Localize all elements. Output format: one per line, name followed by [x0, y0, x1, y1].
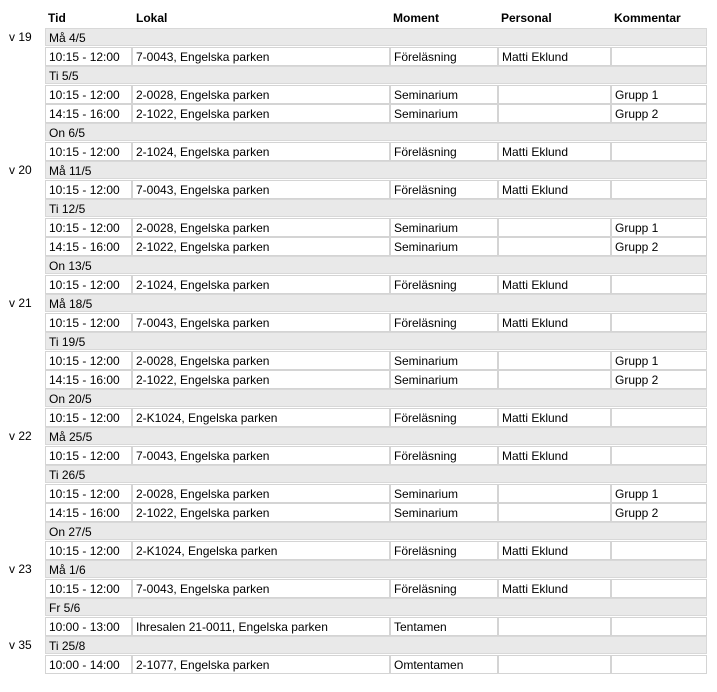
moment-cell: Tentamen — [390, 617, 498, 636]
day-label: On 6/5 — [49, 126, 86, 140]
day-label: On 20/5 — [49, 392, 92, 406]
event-row — [0, 142, 717, 161]
day-label: Fr 5/6 — [49, 601, 81, 615]
time-cell: 10:15 - 12:00 — [45, 541, 132, 560]
time-cell: 10:00 - 13:00 — [45, 617, 132, 636]
event-row — [0, 180, 717, 199]
moment-cell: Seminarium — [390, 503, 498, 522]
comment-cell: Grupp 1 — [611, 85, 707, 104]
moment-cell: Seminarium — [390, 370, 498, 389]
location-cell: 2-K1024, Engelska parken — [132, 408, 390, 427]
staff-cell — [498, 617, 611, 636]
event-row — [0, 370, 717, 389]
comment-cell: Grupp 1 — [611, 351, 707, 370]
moment-cell: Föreläsning — [390, 313, 498, 332]
day-label: Må 25/5 — [49, 430, 93, 444]
comment-cell: Grupp 2 — [611, 237, 707, 256]
header-tid: Tid — [48, 11, 66, 25]
staff-cell — [498, 104, 611, 123]
event-cells — [45, 503, 707, 522]
staff-cell — [498, 237, 611, 256]
location-cell: Ihresalen 21-0011, Engelska parken — [132, 617, 390, 636]
event-row — [0, 218, 717, 237]
time-cell: 10:15 - 12:00 — [45, 47, 132, 66]
event-cells — [45, 446, 707, 465]
day-row — [0, 389, 717, 408]
day-label: On 27/5 — [49, 525, 92, 539]
day-header — [45, 28, 707, 46]
day-row — [0, 465, 717, 484]
time-cell: 14:15 - 16:00 — [45, 104, 132, 123]
location-cell: 7-0043, Engelska parken — [132, 180, 390, 199]
location-cell: 7-0043, Engelska parken — [132, 579, 390, 598]
time-cell: 10:15 - 12:00 — [45, 579, 132, 598]
time-cell: 14:15 - 16:00 — [45, 503, 132, 522]
day-header — [45, 256, 707, 274]
staff-cell: Matti Eklund — [498, 579, 611, 598]
day-header — [45, 294, 707, 312]
day-header — [45, 66, 707, 84]
day-label: Må 4/5 — [49, 31, 86, 45]
location-cell: 2-1024, Engelska parken — [132, 142, 390, 161]
week-label: v 21 — [9, 296, 32, 310]
week-label: v 35 — [9, 638, 32, 652]
comment-cell — [611, 142, 707, 161]
comment-cell — [611, 408, 707, 427]
moment-cell: Föreläsning — [390, 142, 498, 161]
event-row — [0, 541, 717, 560]
day-header — [45, 199, 707, 217]
event-cells — [45, 579, 707, 598]
location-cell: 2-0028, Engelska parken — [132, 484, 390, 503]
day-header — [45, 560, 707, 578]
event-row — [0, 47, 717, 66]
day-row — [0, 598, 717, 617]
event-cells — [45, 85, 707, 104]
day-row — [0, 123, 717, 142]
event-row — [0, 655, 717, 674]
day-label: Ti 26/5 — [49, 468, 86, 482]
time-cell: 10:00 - 14:00 — [45, 655, 132, 674]
comment-cell — [611, 655, 707, 674]
day-label: On 13/5 — [49, 259, 92, 273]
staff-cell — [498, 218, 611, 237]
event-row — [0, 313, 717, 332]
week-label: v 22 — [9, 429, 32, 443]
header-moment: Moment — [393, 11, 439, 25]
day-label: Må 11/5 — [49, 164, 92, 178]
day-label: Ti 19/5 — [49, 335, 86, 349]
time-cell: 10:15 - 12:00 — [45, 313, 132, 332]
time-cell: 10:15 - 12:00 — [45, 408, 132, 427]
event-cells — [45, 370, 707, 389]
staff-cell: Matti Eklund — [498, 275, 611, 294]
moment-cell: Seminarium — [390, 104, 498, 123]
event-cells — [45, 541, 707, 560]
staff-cell — [498, 85, 611, 104]
event-cells — [45, 237, 707, 256]
location-cell: 2-0028, Engelska parken — [132, 351, 390, 370]
header-personal: Personal — [501, 11, 552, 25]
day-header — [45, 465, 707, 483]
day-label: Ti 25/8 — [49, 639, 86, 653]
day-header — [45, 522, 707, 540]
header-lokal: Lokal — [136, 11, 168, 25]
staff-cell: Matti Eklund — [498, 446, 611, 465]
staff-cell: Matti Eklund — [498, 142, 611, 161]
day-row — [0, 199, 717, 218]
comment-cell — [611, 275, 707, 294]
location-cell: 2-1022, Engelska parken — [132, 370, 390, 389]
event-row — [0, 446, 717, 465]
comment-cell — [611, 579, 707, 598]
time-cell: 10:15 - 12:00 — [45, 275, 132, 294]
event-row — [0, 408, 717, 427]
comment-cell: Grupp 2 — [611, 370, 707, 389]
day-row — [0, 294, 717, 313]
comment-cell — [611, 313, 707, 332]
moment-cell: Seminarium — [390, 351, 498, 370]
day-header — [45, 123, 707, 141]
day-row — [0, 256, 717, 275]
event-cells — [45, 47, 707, 66]
comment-cell — [611, 180, 707, 199]
event-row — [0, 104, 717, 123]
moment-cell: Seminarium — [390, 218, 498, 237]
comment-cell: Grupp 2 — [611, 503, 707, 522]
day-row — [0, 522, 717, 541]
staff-cell — [498, 370, 611, 389]
week-label: v 20 — [9, 163, 32, 177]
location-cell: 2-1022, Engelska parken — [132, 237, 390, 256]
event-row — [0, 484, 717, 503]
location-cell: 2-1022, Engelska parken — [132, 104, 390, 123]
day-row — [0, 560, 717, 579]
staff-cell — [498, 503, 611, 522]
time-cell: 10:15 - 12:00 — [45, 218, 132, 237]
staff-cell — [498, 351, 611, 370]
time-cell: 10:15 - 12:00 — [45, 446, 132, 465]
moment-cell: Seminarium — [390, 237, 498, 256]
day-header — [45, 389, 707, 407]
event-row — [0, 503, 717, 522]
location-cell: 2-1022, Engelska parken — [132, 503, 390, 522]
day-label: Ti 12/5 — [49, 202, 86, 216]
event-cells — [45, 275, 707, 294]
staff-cell: Matti Eklund — [498, 541, 611, 560]
event-row — [0, 85, 717, 104]
location-cell: 2-1024, Engelska parken — [132, 275, 390, 294]
moment-cell: Föreläsning — [390, 446, 498, 465]
table-header — [0, 0, 717, 28]
event-cells — [45, 408, 707, 427]
day-header — [45, 598, 707, 616]
week-label: v 19 — [9, 30, 32, 44]
event-row — [0, 579, 717, 598]
location-cell: 2-0028, Engelska parken — [132, 85, 390, 104]
event-row — [0, 617, 717, 636]
event-cells — [45, 351, 707, 370]
location-cell: 7-0043, Engelska parken — [132, 446, 390, 465]
time-cell: 10:15 - 12:00 — [45, 142, 132, 161]
staff-cell: Matti Eklund — [498, 47, 611, 66]
comment-cell — [611, 446, 707, 465]
day-label: Ti 5/5 — [49, 69, 79, 83]
comment-cell — [611, 541, 707, 560]
event-cells — [45, 484, 707, 503]
day-row — [0, 28, 717, 47]
comment-cell — [611, 617, 707, 636]
day-row — [0, 332, 717, 351]
time-cell: 10:15 - 12:00 — [45, 484, 132, 503]
day-header — [45, 427, 707, 445]
day-header — [45, 332, 707, 350]
location-cell: 2-K1024, Engelska parken — [132, 541, 390, 560]
day-label: Må 1/6 — [49, 563, 86, 577]
day-row — [0, 427, 717, 446]
moment-cell: Föreläsning — [390, 275, 498, 294]
location-cell: 2-1077, Engelska parken — [132, 655, 390, 674]
week-label: v 23 — [9, 562, 32, 576]
event-cells — [45, 655, 707, 674]
staff-cell: Matti Eklund — [498, 313, 611, 332]
moment-cell: Föreläsning — [390, 180, 498, 199]
comment-cell — [611, 47, 707, 66]
staff-cell: Matti Eklund — [498, 408, 611, 427]
day-row — [0, 66, 717, 85]
location-cell: 2-0028, Engelska parken — [132, 218, 390, 237]
day-header — [45, 161, 707, 179]
event-cells — [45, 617, 707, 636]
day-header — [45, 636, 707, 654]
time-cell: 10:15 - 12:00 — [45, 351, 132, 370]
event-cells — [45, 142, 707, 161]
event-row — [0, 351, 717, 370]
time-cell: 14:15 - 16:00 — [45, 237, 132, 256]
time-cell: 10:15 - 12:00 — [45, 85, 132, 104]
moment-cell: Föreläsning — [390, 541, 498, 560]
event-row — [0, 275, 717, 294]
time-cell: 14:15 - 16:00 — [45, 370, 132, 389]
day-label: Må 18/5 — [49, 297, 93, 311]
event-cells — [45, 313, 707, 332]
event-cells — [45, 180, 707, 199]
header-kommentar: Kommentar — [614, 11, 681, 25]
table-body — [0, 28, 717, 674]
time-cell: 10:15 - 12:00 — [45, 180, 132, 199]
comment-cell: Grupp 2 — [611, 104, 707, 123]
event-cells — [45, 104, 707, 123]
comment-cell: Grupp 1 — [611, 484, 707, 503]
moment-cell: Omtentamen — [390, 655, 498, 674]
moment-cell: Föreläsning — [390, 408, 498, 427]
event-cells — [45, 218, 707, 237]
staff-cell: Matti Eklund — [498, 180, 611, 199]
comment-cell: Grupp 1 — [611, 218, 707, 237]
day-row — [0, 636, 717, 655]
moment-cell: Seminarium — [390, 484, 498, 503]
location-cell: 7-0043, Engelska parken — [132, 47, 390, 66]
moment-cell: Föreläsning — [390, 579, 498, 598]
day-row — [0, 161, 717, 180]
staff-cell — [498, 484, 611, 503]
location-cell: 7-0043, Engelska parken — [132, 313, 390, 332]
moment-cell: Föreläsning — [390, 47, 498, 66]
moment-cell: Seminarium — [390, 85, 498, 104]
event-row — [0, 237, 717, 256]
staff-cell — [498, 655, 611, 674]
